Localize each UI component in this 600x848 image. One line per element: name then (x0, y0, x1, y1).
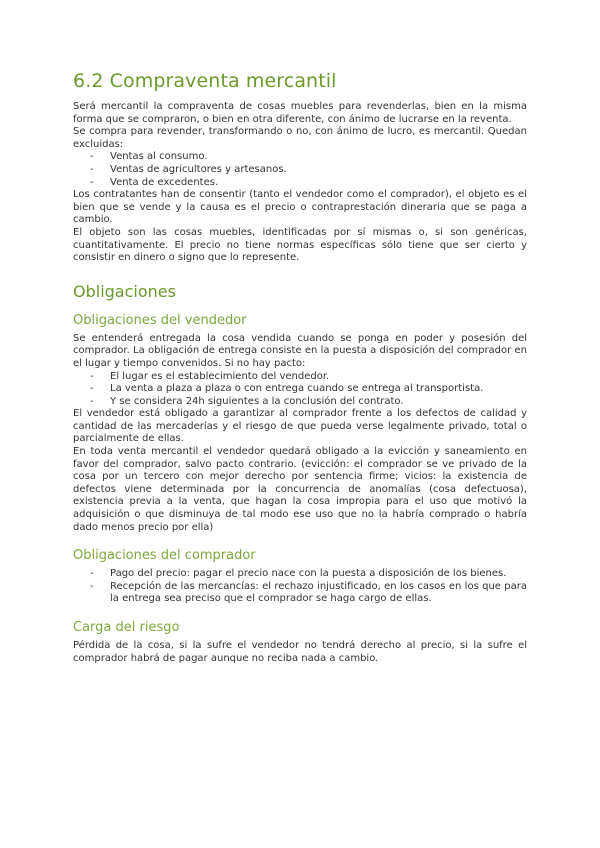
comprador-heading: Obligaciones del comprador (73, 548, 256, 564)
list-item: - Ventas al consumo. (90, 151, 527, 164)
list-item: - Ventas de agricultores y artesanos. (90, 164, 527, 177)
paragraph-excluded-intro: Se compra para revender, transformando o no, con ánimo de lucro, es mercantil. Quedan excluidas: (73, 126, 527, 150)
list-item: - Venta de excedentes. (90, 177, 527, 190)
section-title: 6.2 Compraventa mercantil (73, 70, 337, 92)
obligaciones-heading: Obligaciones (73, 281, 176, 301)
vendedor-intro: Se entenderá entregada la cosa vendida cuando se ponga en poder y posesión del comprador. La obligación de entrega consiste en la puesta a disposición del comprador en el lugar y tiempo convenidos. Si no hay pacto: (73, 332, 527, 369)
excluded-list (73, 151, 527, 189)
riesgo-text: Pérdida de la cosa, si la sufre el vendedor no tendrá derecho al precio, si la sufre el comprador habrá de pagar aunque no reciba nada a cambio. (73, 640, 527, 664)
riesgo-heading: Carga del riesgo (73, 620, 180, 635)
vendedor-list (73, 371, 527, 409)
vendedor-garantia: El vendedor está obligado a garantizar al comprador frente a los defectos de calidad y cantidad de las mercaderías y el riesgo de que pueda verse legalmente privado, total o parcialmente de ellas. (73, 408, 527, 445)
vendedor-heading: Obligaciones del vendedor (73, 312, 247, 328)
list-item: - Y se considera 24h siguientes a la conclusión del contrato. (90, 396, 527, 409)
paragraph-contratantes: Los contratantes han de consentir (tanto el vendedor como el comprador), el objeto es el bien que se vende y la causa es el precio o contraprestación dineraria que se paga a cambio. (73, 189, 527, 226)
list-item: - Recepción de las mercancías: el rechazo injustificado, en los casos en los que para la entrega sea preciso que el comprador se haga cargo de ellas. (90, 581, 527, 606)
list-item: - Pago del precio: pagar el precio nace con la puesta a disposición de los bienes. (90, 568, 527, 581)
paragraph-mercantil: Será mercantil la compraventa de cosas muebles para revenderlas, bien en la misma forma que se compraron, o bien en otra diferente, con ánimo de lucrarse en la reventa. (73, 101, 527, 125)
list-item: - El lugar es el establecimiento del vendedor. (90, 371, 527, 384)
paragraph-objeto: El objeto son las cosas muebles, identificadas por sí mismas o, si son genéricas, cuantitativamente. El precio no tiene normas específicas sólo tiene que ser cierto y consistir en dinero o signo que lo represente. (73, 226, 527, 264)
vendedor-eviccion: En toda venta mercantil el vendedor quedará obligado a la evicción y saneamiento en favor del comprador, salvo pacto contrario. (evicción: el comprador se ve privado de la cosa por un tercero con mejor derecho por sentencia firme; vicios: la existencia de defectos viene determinada por la concurrencia de anomalías (cosa defectuosa), existencia previa a la venta, que hagan la cosa impropia para el uso que motivó la adquisición o que disminuya de tal modo ese uso que no la habría comprado o habría dado menos precio por ella) (73, 446, 527, 533)
comprador-list (73, 568, 527, 606)
list-item: - La venta a plaza a plaza o con entrega cuando se entrega al transportista. (90, 383, 527, 396)
